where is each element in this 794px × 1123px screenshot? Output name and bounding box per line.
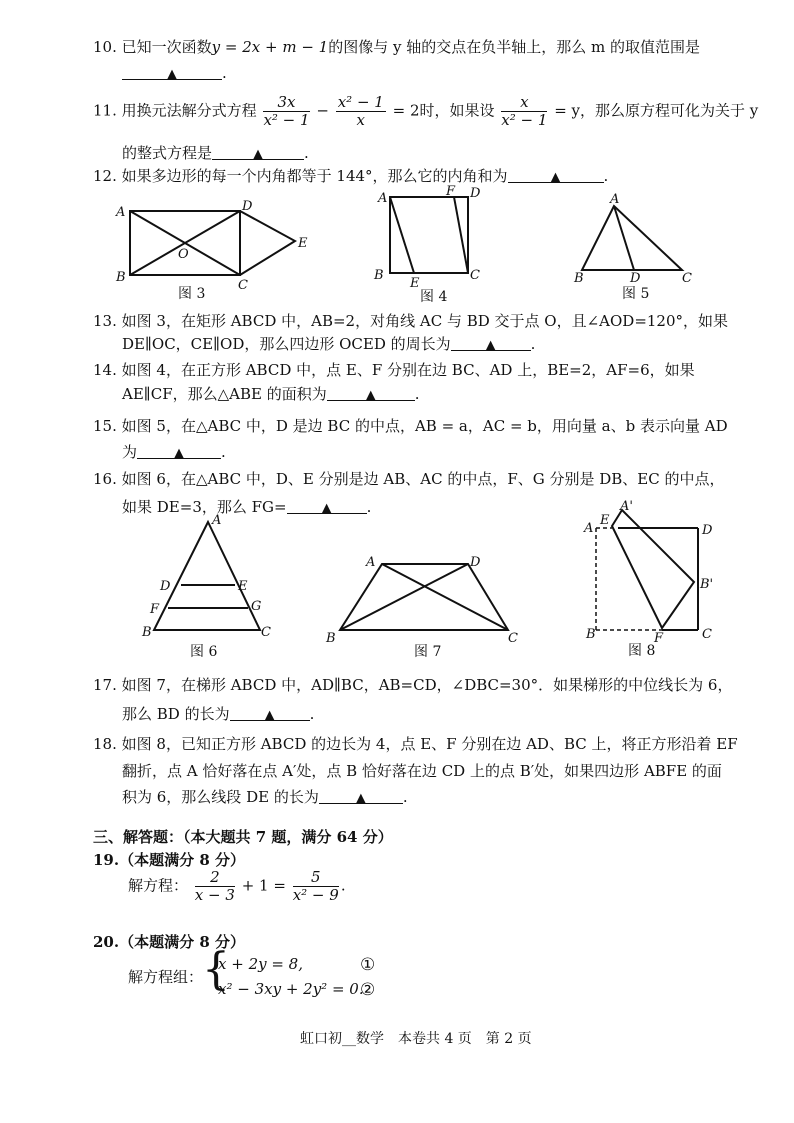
q19-plus: + 1 =: [241, 876, 286, 895]
q14-line2: AE∥CF，那么△ABE 的面积为: [122, 385, 327, 403]
fig5-caption: 图 5: [622, 286, 650, 302]
q14-number: 14.: [93, 361, 117, 379]
q10-number: 10.: [93, 38, 117, 56]
q13-number: 13.: [93, 312, 117, 330]
q11-eq2-text: = y，那么原方程可化为关于 y: [554, 101, 759, 120]
q11-line2: 的整式方程是 ▲ .: [122, 144, 309, 162]
fig5-label-a: A: [610, 192, 620, 207]
q17-line2: 那么 BD 的长为: [122, 705, 230, 723]
figure-8: [578, 498, 728, 660]
q18-line2: 翻折，点 A 恰好落在点 A′处，点 B 恰好落在边 CD 上的点 B′处，如果四边形 ABFE 的面: [122, 762, 722, 780]
figure-4: [368, 185, 498, 307]
q17-line1: 如图 7，在梯形 ABCD 中，AD∥BC，AB=CD，∠DBC=30°．如果梯形的中位线长为 6，: [121, 676, 733, 694]
q12-blank[interactable]: [508, 167, 604, 183]
fig8-label-a-prime: A': [620, 499, 633, 514]
q16-number: 16.: [93, 470, 117, 488]
q10-post: 的图像与 y 轴的交点在负半轴上，那么 m 的取值范围是: [328, 38, 700, 56]
triangle-mark: ▲: [167, 67, 177, 82]
q20-heading: 20.（本题满分 8 分）: [93, 933, 245, 951]
q11-fraction-2: $\frac{\text{x² − 1}}{x}$: [337, 93, 384, 129]
fig8-label-c: C: [702, 627, 712, 642]
q14-blank[interactable]: [327, 385, 415, 401]
q11-blank[interactable]: [212, 144, 304, 160]
q10-expr: y = 2x + m − 1: [211, 38, 329, 56]
q15-blank[interactable]: [137, 443, 221, 459]
q14-line1: 如图 4，在正方形 ABCD 中，点 E、F 分别在边 BC、AD 上，BE=2，AF=6，如果: [121, 361, 695, 379]
q18-blank[interactable]: [319, 788, 403, 804]
fig3-label-a: A: [116, 205, 126, 220]
fig3-caption: 图 3: [178, 286, 206, 302]
fig6-caption: 图 6: [190, 644, 218, 660]
q14-line2-row: AE∥CF，那么△ABE 的面积为 ▲ .: [122, 385, 420, 403]
q16-blank[interactable]: [287, 498, 367, 514]
question-13: [93, 310, 728, 331]
q13-line2-row: DE∥OC，CE∥OD，那么四边形 OCED 的周长为 ▲ .: [122, 335, 536, 353]
q13-line2: DE∥OC，CE∥OD，那么四边形 OCED 的周长为: [122, 335, 451, 353]
q18-number: 18.: [93, 735, 117, 753]
fig3-label-d: D: [242, 199, 253, 214]
fig4-label-b: B: [374, 268, 384, 283]
q17-blank[interactable]: [230, 705, 310, 721]
q19-equation: [128, 869, 346, 904]
q20-label: 解方程组：: [128, 968, 204, 986]
fig4-label-d: D: [470, 186, 481, 201]
question-12: 12. 如果多边形的每一个内角都等于 144°，那么它的内角和为 ▲ .: [93, 167, 609, 185]
triangle-mark: ▲: [355, 791, 366, 806]
figure-6: [138, 510, 278, 665]
triangle-mark: ▲: [253, 147, 264, 162]
triangle-mark: ▲: [321, 501, 332, 516]
q11-fraction-3: $\frac{x}{\text{x² − 1}}$: [501, 93, 548, 129]
fig6-label-e: E: [238, 579, 248, 594]
q20-eq2-text: x² − 3xy + 2y² = 0.: [218, 980, 364, 998]
q16-line1: 如图 6，在△ABC 中，D、E 分别是边 AB、AC 的中点，F、G 分别是 DB、EC 的中点，: [121, 470, 725, 488]
q11-number: 11.: [93, 101, 117, 120]
fig6-label-d: D: [160, 579, 171, 594]
fig5-label-b: B: [574, 271, 584, 286]
question-15: [93, 415, 728, 436]
question-14: [93, 359, 695, 380]
q19-label: 解方程：: [128, 876, 189, 895]
q11-fraction-1: $\frac{3x}{\text{x² − 1}}$: [263, 93, 310, 129]
fig8-label-d: D: [702, 523, 713, 538]
fig6-label-g: G: [251, 599, 262, 614]
q20-mark-2: ②: [360, 980, 376, 1000]
fig8-label-b-prime: B': [700, 577, 714, 592]
q18-line2-row: [122, 760, 722, 781]
fig4-label-c: C: [470, 268, 480, 283]
q19-fraction-1: $\frac{2}{x - 3}$: [194, 868, 235, 904]
q19-end: .: [340, 876, 346, 895]
q12-number: 12.: [93, 167, 117, 185]
q10-answer-line: ▲ .: [122, 64, 227, 82]
fig7-label-a: A: [366, 555, 376, 570]
q11-minus: −: [316, 101, 329, 120]
triangle-mark: ▲: [365, 388, 376, 403]
fig3-label-c: C: [238, 278, 248, 293]
triangle-mark: ▲: [550, 170, 561, 185]
q16-line2: 如果 DE=3，那么 FG=: [122, 498, 287, 516]
q10-blank[interactable]: [122, 64, 222, 80]
fig4-label-a: A: [378, 191, 388, 206]
fig6-label-f: F: [150, 602, 160, 617]
fig7-label-c: C: [508, 631, 518, 646]
q13-blank[interactable]: [451, 335, 531, 351]
fig7-label-d: D: [470, 555, 481, 570]
q17-line2-row: 那么 BD 的长为 ▲ .: [122, 705, 315, 723]
q15-line2-row: 为 ▲ .: [122, 443, 226, 461]
q20-eq2: [218, 980, 364, 998]
figure-7: [318, 548, 533, 663]
fig8-caption: 图 8: [628, 643, 656, 659]
q18-line3: 积为 6，那么线段 DE 的长为: [122, 788, 319, 806]
q11-eq-text: = 2时，如果设: [392, 101, 495, 120]
fig3-label-e: E: [298, 236, 308, 251]
q13-line1: 如图 3，在矩形 ABCD 中，AB=2，对角线 AC 与 BD 交于点 O，且∠AOD=120°，如果: [121, 312, 729, 330]
q20-brace: {: [202, 944, 230, 995]
q11-line2-text: 的整式方程是: [122, 144, 213, 162]
question-10: [93, 36, 700, 57]
question-18: [93, 733, 738, 754]
fig8-label-a: A: [584, 521, 594, 536]
fig3-label-o: O: [178, 247, 189, 262]
fig8-label-e: E: [600, 513, 610, 528]
fig4-caption: 图 4: [420, 289, 448, 305]
question-16: [93, 468, 725, 489]
q10-pre: 已知一次函数: [121, 38, 212, 56]
q18-line1: 如图 8，已知正方形 ABCD 的边长为 4，点 E、F 分别在边 AD、BC 上，将正方形沿着 EF: [121, 735, 738, 753]
q15-line2: 为: [122, 443, 138, 461]
q12-text: 如果多边形的每一个内角都等于 144°，那么它的内角和为: [121, 167, 508, 185]
question-17: [93, 674, 732, 695]
q15-number: 15.: [93, 417, 117, 435]
q19-fraction-2: $\frac{5}{\text{x² − 9}}$: [292, 868, 339, 904]
q11-pre: 用换元法解分式方程: [121, 101, 257, 120]
triangle-mark: ▲: [485, 338, 496, 353]
q15-line1: 如图 5，在△ABC 中，D 是边 BC 的中点，AB = a，AC = b，用向量 a、b 表示向量 AD: [121, 417, 728, 435]
triangle-mark: ▲: [264, 708, 275, 723]
fig6-label-a: A: [212, 513, 222, 528]
q16-line2-row: 如果 DE=3，那么 FG= ▲ .: [122, 498, 372, 516]
fig3-label-b: B: [116, 270, 126, 285]
q20-mark-1: ①: [360, 955, 376, 975]
section-3-heading: 三、解答题：（本大题共 7 题，满分 64 分）: [93, 828, 393, 846]
fig6-label-b: B: [142, 625, 152, 640]
figure-3: [110, 195, 320, 305]
fig5-label-d: D: [630, 271, 641, 286]
question-11: [93, 94, 758, 129]
fig4-label-f: F: [446, 185, 456, 199]
q20-eq1: [218, 955, 303, 973]
q20-eq1-text: x + 2y = 8,: [218, 955, 303, 973]
fig8-label-b: B: [586, 627, 596, 642]
triangle-mark: ▲: [174, 446, 185, 461]
fig5-label-c: C: [682, 271, 692, 286]
q18-line3-row: 积为 6，那么线段 DE 的长为 ▲ .: [122, 788, 408, 806]
fig7-caption: 图 7: [414, 644, 442, 660]
page-footer: 虹口初__数学 本卷共 4 页 第 2 页: [300, 1031, 532, 1047]
figure-5: [570, 190, 700, 305]
fig7-label-b: B: [326, 631, 336, 646]
fig4-label-e: E: [410, 276, 420, 291]
q19-heading: 19.（本题满分 8 分）: [93, 851, 245, 869]
q17-number: 17.: [93, 676, 117, 694]
fig8-label-f: F: [654, 631, 664, 646]
fig6-label-c: C: [261, 625, 271, 640]
